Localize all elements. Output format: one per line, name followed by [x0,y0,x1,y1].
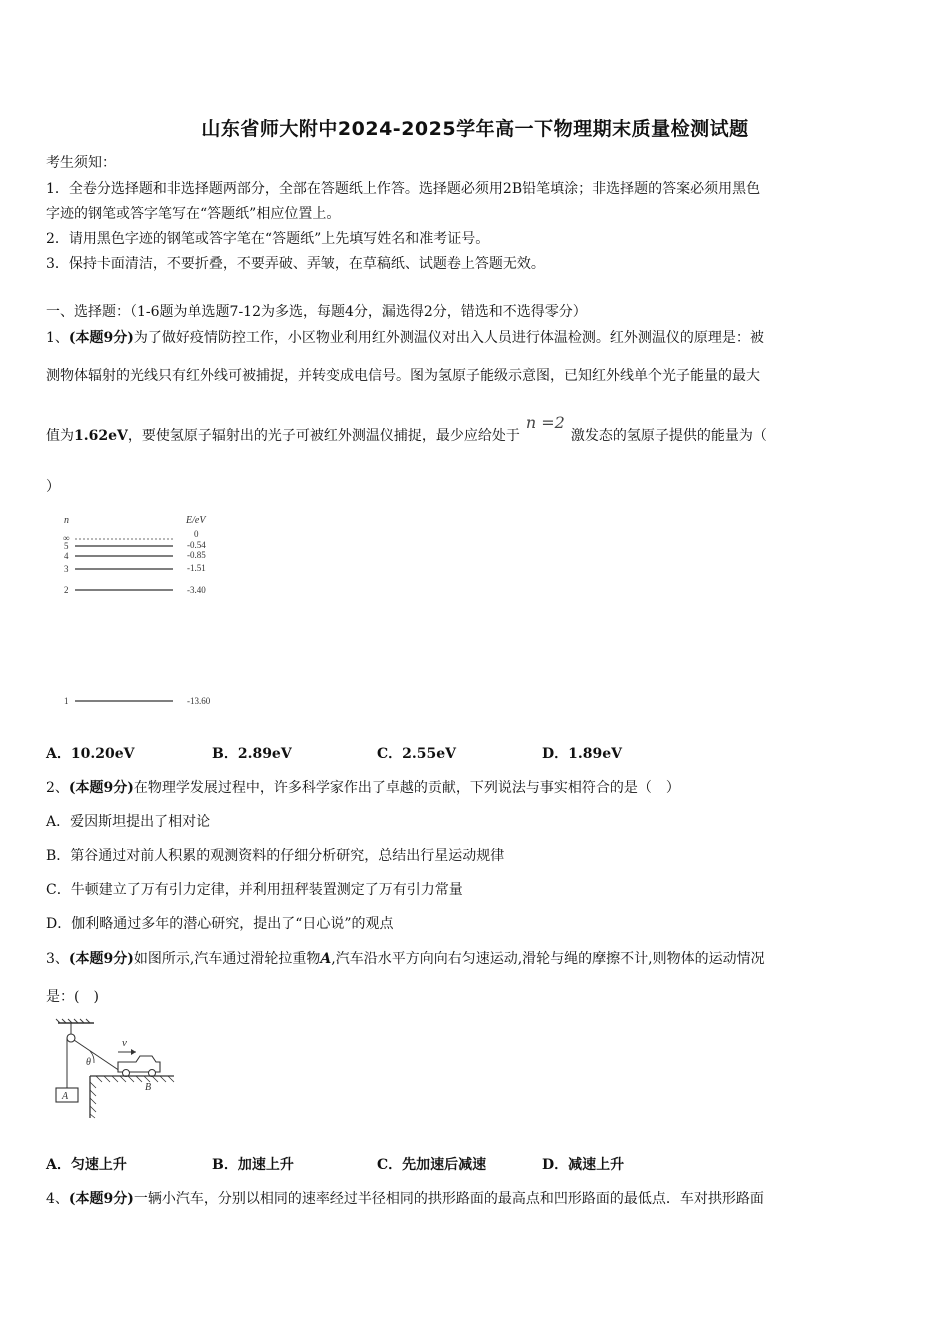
label-b: B [145,1082,152,1093]
q2-tag: (本题9分) [68,780,134,796]
level-e-1: -13.60 [187,696,211,706]
notice-item-1b: 字迹的钢笔或答字笔写在“答题纸”相应位置上。 [46,206,341,222]
q3-option-a: A．匀速上升 [46,1157,127,1173]
level-e-5: -0.54 [187,540,206,550]
q3-text-a: A [320,951,332,967]
q3-line-1 [46,948,765,968]
level-n-2: 2 [64,585,69,595]
q2-number: 2、 [46,780,69,796]
page-title: 山东省师大附中2024-2025学年高一下物理期末质量检测试题 [201,118,749,140]
label-theta: θ [86,1057,91,1068]
q3-tag: (本题9分) [68,951,134,967]
level-e-4: -0.85 [187,550,206,560]
q4-tag: (本题9分) [68,1191,134,1207]
q1-line-3 [46,413,767,445]
label-v: v [122,1037,127,1049]
level-n-1: 1 [64,696,69,706]
q1-option-a: A．10.20eV [46,746,135,762]
q1-line-4: ） [46,479,60,495]
q1-option-b: B．2.89eV [212,746,292,762]
notice-item-2: 2．请用黑色字迹的钢笔或答字笔在“答题纸”上先填写姓名和准考证号。 [46,231,490,247]
q3-option-b: B．加速上升 [212,1157,294,1173]
q3-number: 3、 [46,951,69,967]
q2-option-b: B．第谷通过对前人积累的观测资料的仔细分析研究，总结出行星运动规律 [46,848,505,864]
q3-line-2: 是：( ) [46,989,99,1005]
q2-option-c: C．牛顿建立了万有引力定律，并利用扭秤装置测定了万有引力常量 [46,882,463,898]
notice-header: 考生须知： [46,155,116,171]
q1-option-c: C．2.55eV [377,746,457,762]
section-heading: 一、选择题：（1-6题为单选题7-12为多选，每题4分，漏选得2分，错选和不选得零分） [46,304,587,320]
diagram-e-label: E/eV [186,515,206,526]
q4-line-1 [46,1188,764,1208]
q4-text-1: 一辆小汽车，分别以相同的速率经过半径相同的拱形路面的最高点和凹形路面的最低点．车对拱形路面 [133,1191,764,1207]
q2-stem [46,777,680,797]
q1-text-3d: 激发态的氢原子提供的能量为（ [570,428,767,444]
q4-number: 4、 [46,1191,69,1207]
notice-item-3: 3．保持卡面清洁，不要折叠，不要弄破、弄皱，在草稿纸、试题卷上答题无效。 [46,256,545,272]
q3-text-1a: 如图所示,汽车通过滑轮拉重物 [133,951,321,967]
q1-text-3a: 值为 [46,428,74,444]
q1-tag: (本题9分) [68,330,134,346]
q1-formula-n2: n =2 [525,413,565,432]
q1-text-1: 为了做好疫情防控工作，小区物业利用红外测温仪对出入人员进行体温检测。红外测温仪的原理是：被 [133,330,764,346]
energy-level-diagram [55,510,245,715]
q1-value-162: 1.62eV [74,428,128,444]
q3-text-1c: ,汽车沿水平方向向右匀速运动,滑轮与绳的摩擦不计,则物体的运动情况 [331,951,765,967]
q2-option-a: A．爱因斯坦提出了相对论 [46,814,211,830]
q1-option-d: D．1.89eV [542,746,623,762]
q1-text-3c: ，要使氢原子辐射出的光子可被红外测温仪捕捉，最少应给处于 [127,428,520,444]
q1-number: 1、 [46,330,69,346]
level-n-inf: ∞ [63,533,70,543]
pulley-wheel [67,1034,75,1042]
rope [74,1040,120,1071]
level-e-2: -3.40 [187,585,206,595]
level-n-5: 5 [64,541,69,551]
q1-line-1 [46,327,764,347]
q3-option-c: C．先加速后减速 [377,1157,487,1173]
q2-option-d: D．伽利略通过多年的潜心研究，提出了“日心说”的观点 [46,916,394,932]
diagram-n-label: n [64,515,69,526]
label-a: A [62,1091,69,1102]
level-n-3: 3 [64,564,69,574]
q2-text: 在物理学发展过程中，许多科学家作出了卓越的贡献，下列说法与事实相符合的是（ ） [133,780,680,796]
notice-item-1a: 1．全卷分选择题和非选择题两部分，全部在答题纸上作答。选择题必须用2B铅笔填涂；非选择题的答案必须用黑色 [46,181,761,197]
level-n-4: 4 [64,551,69,561]
q3-option-d: D．减速上升 [542,1157,625,1173]
pulley-car-figure [50,1018,180,1123]
level-e-inf: 0 [194,529,199,539]
q1-line-2: 测物体辐射的光线只有红外线可被捕捉，并转变成电信号。图为氢原子能级示意图，已知红外线单个光子能量的最大 [46,368,760,384]
level-e-3: -1.51 [187,563,206,573]
